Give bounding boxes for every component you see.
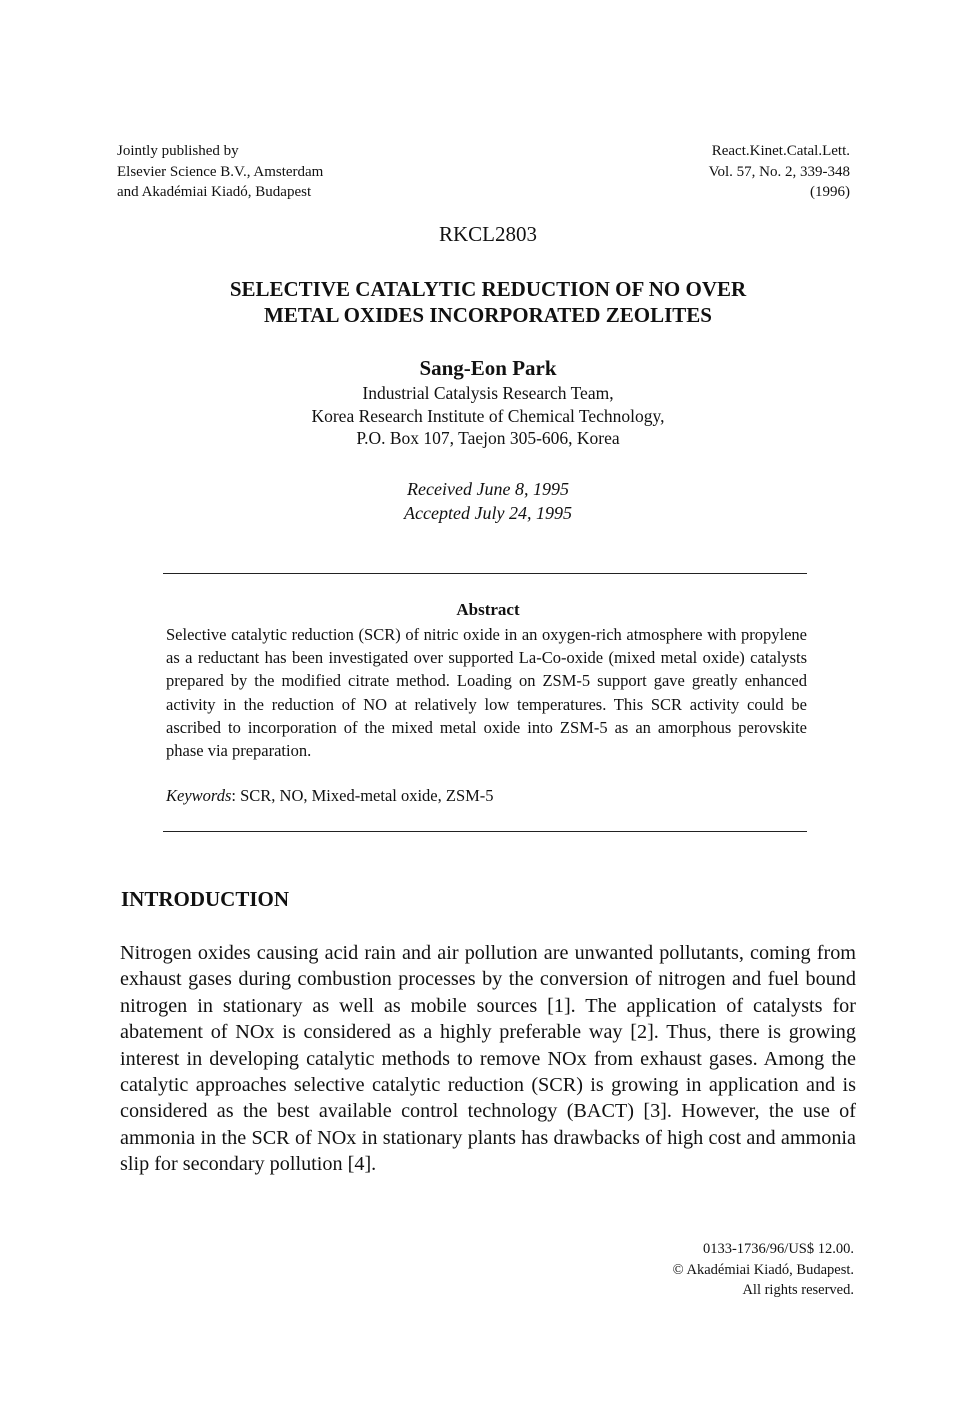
title-line: METAL OXIDES INCORPORATED ZEOLITES	[264, 303, 712, 327]
top-divider	[163, 573, 807, 574]
copyright-line: All rights reserved.	[742, 1282, 854, 1298]
journal-line: (1996)	[810, 184, 850, 200]
publisher-line: and Akadémiai Kiadó, Budapest	[117, 184, 312, 200]
keywords-text: SCR, NO, Mixed-metal oxide, ZSM-5	[240, 786, 494, 805]
abstract-text: Selective catalytic reduction (SCR) of nitric oxide in an oxygen-rich atmosphere with propylene as a reductant has been investigated over supported La-Co-oxide (mixed metal oxide) catalysts prepared by the modified citrate method. Loading on ZSM-5 support gave greatly enhanced activity in the reduction of NO at relatively low temperatures. This SCR activity could be ascribed to incorporation of the mixed metal oxide into ZSM-5 as an amorphous perovskite phase via preparation.	[166, 625, 807, 761]
title-line: SELECTIVE CATALYTIC REDUCTION OF NO OVER	[229, 277, 747, 301]
introduction-heading: INTRODUCTION	[121, 887, 290, 911]
copyright-line: © Akadémiai Kiadó, Budapest.	[672, 1261, 854, 1278]
affiliation	[0, 382, 976, 450]
author-name: Sang-Eon Park	[419, 356, 557, 380]
bottom-divider	[163, 831, 807, 832]
journal-line: React.Kinet.Catal.Lett.	[711, 143, 850, 159]
abstract-heading: Abstract	[456, 600, 520, 619]
keywords: Keywords: SCR, NO, Mixed-metal oxide, ZSM-5	[166, 786, 494, 805]
journal-line: Vol. 57, No. 2, 339-348	[708, 163, 850, 180]
paper-title	[0, 276, 976, 328]
publisher-line: Elsevier Science B.V., Amsterdam	[117, 163, 324, 180]
journal-citation	[709, 141, 850, 203]
affiliation-line: P.O. Box 107, Taejon 305-606, Korea	[356, 428, 620, 448]
accepted-date: Accepted July 24, 1995	[404, 503, 572, 523]
affiliation-line: Korea Research Institute of Chemical Technology,	[311, 405, 665, 426]
affiliation-line: Industrial Catalysis Research Team,	[362, 383, 614, 403]
publisher-note	[117, 141, 323, 203]
article-code: RKCL2803	[438, 222, 537, 246]
keywords-label: Keywords	[166, 786, 232, 805]
received-accepted-dates	[0, 477, 976, 525]
publisher-line: Jointly published by	[117, 143, 239, 159]
introduction-text: Nitrogen oxides causing acid rain and air pollution are unwanted pollutants, coming from exhaust gases during combustion processes by the conversion of nitrogen and fuel bound nitrogen in stationary as well as mobile sources [1]. The application of catalysts for abatement of NOx is considered as a highly preferable way [2]. Thus, there is growing interest in developing catalytic methods to remove NOx from exhaust gases. Among the catalytic approaches selective catalytic reduction (SCR) is growing in application and is considered as the best available control technology (BACT) [3]. However, the use of ammonia in the SCR of NOx in stationary plants has drawbacks of high cost and ammonia slip for secondary pollution [4].	[120, 942, 856, 1176]
copyright-line: 0133-1736/96/US$ 12.00.	[702, 1241, 854, 1257]
copyright-note	[673, 1239, 854, 1301]
received-date: Received June 8, 1995	[407, 479, 569, 499]
